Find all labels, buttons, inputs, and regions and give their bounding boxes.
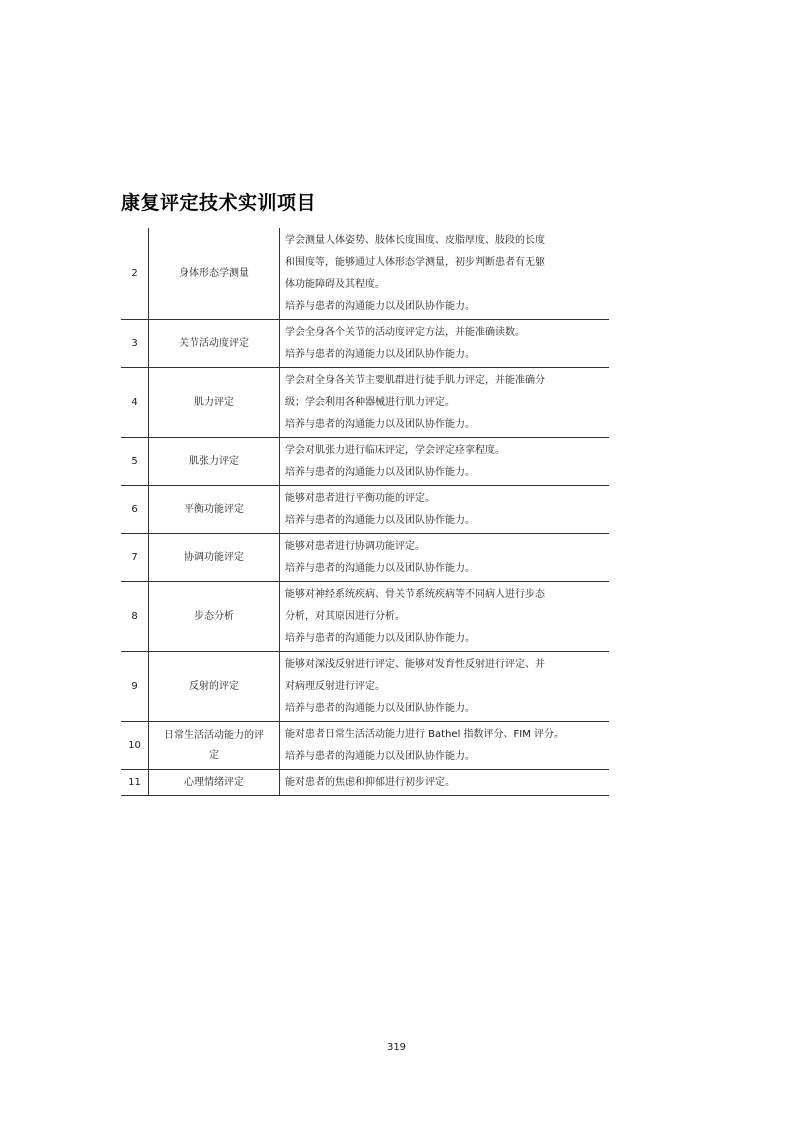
item-description (280, 652, 610, 722)
item-description (280, 770, 610, 796)
item-description (280, 582, 610, 652)
description-line: 培养与患者的沟通能力以及团队协作能力。 (285, 467, 475, 478)
table-row (121, 320, 609, 368)
description-line: 能对患者的焦虑和抑郁进行初步评定。 (285, 777, 455, 788)
table-row (121, 770, 609, 796)
description-line: 体功能障碍及其程度。 (285, 279, 385, 290)
item-description (280, 368, 610, 438)
description-line: 培养与患者的沟通能力以及团队协作能力。 (285, 515, 475, 526)
description-line: 能对患者日常生活活动能力进行 Bathel 指数评分、FIM 评分。 (285, 729, 565, 740)
description-line: 培养与患者的沟通能力以及团队协作能力。 (285, 633, 475, 644)
description-line: 能够对深浅反射进行评定、能够对发育性反射进行评定、并 (285, 659, 545, 670)
description-line: 能够对患者进行协调功能评定。 (285, 541, 425, 552)
table-row (121, 438, 609, 486)
table-row (121, 228, 609, 320)
table-row (121, 486, 609, 534)
description-line: 学会全身各个关节的活动度评定方法，并能准确读数。 (285, 327, 525, 338)
item-description (280, 534, 610, 582)
row-number: 6 (121, 486, 149, 534)
row-number: 10 (121, 722, 149, 770)
description-line: 学会对肌张力进行临床评定，学会评定痉挛程度。 (285, 445, 505, 456)
description-line: 学会测量人体姿势、肢体长度围度、皮脂厚度、肢段的长度 (285, 235, 545, 246)
item-description (280, 486, 610, 534)
description-line: 培养与患者的沟通能力以及团队协作能力。 (285, 563, 475, 574)
row-number: 2 (121, 228, 149, 320)
row-number: 8 (121, 582, 149, 652)
description-line: 对病理反射进行评定。 (285, 681, 385, 692)
table-row (121, 534, 609, 582)
item-name: 肌张力评定 (149, 438, 280, 486)
description-line: 能够对神经系统疾病、骨关节系统疾病等不同病人进行步态 (285, 589, 545, 600)
item-name: 身体形态学测量 (149, 228, 280, 320)
item-name: 平衡功能评定 (149, 486, 280, 534)
description-line: 能够对患者进行平衡功能的评定。 (285, 493, 435, 504)
description-line: 学会对全身各关节主要肌群进行徒手肌力评定，并能准确分 (285, 375, 545, 386)
item-description (280, 438, 610, 486)
item-name: 反射的评定 (149, 652, 280, 722)
item-description (280, 228, 610, 320)
description-line: 培养与患者的沟通能力以及团队协作能力。 (285, 419, 475, 430)
training-items-table (121, 228, 609, 796)
row-number: 3 (121, 320, 149, 368)
table-row (121, 722, 609, 770)
table-row (121, 582, 609, 652)
row-number: 7 (121, 534, 149, 582)
row-number: 4 (121, 368, 149, 438)
item-description (280, 722, 610, 770)
description-line: 培养与患者的沟通能力以及团队协作能力。 (285, 703, 475, 714)
row-number: 5 (121, 438, 149, 486)
page-number: 319 (386, 1042, 407, 1053)
description-line: 培养与患者的沟通能力以及团队协作能力。 (285, 349, 475, 360)
item-name: 步态分析 (149, 582, 280, 652)
description-line: 分析，对其原因进行分析。 (285, 611, 405, 622)
item-name: 心理情绪评定 (149, 770, 280, 796)
item-name: 协调功能评定 (149, 534, 280, 582)
table-row (121, 368, 609, 438)
row-number: 11 (121, 770, 149, 796)
item-name: 肌力评定 (149, 368, 280, 438)
item-name: 关节活动度评定 (149, 320, 280, 368)
table-row (121, 652, 609, 722)
description-line: 和围度等，能够通过人体形态学测量，初步判断患者有无躯 (285, 257, 545, 268)
item-description (280, 320, 610, 368)
description-line: 级；学会利用各种器械进行肌力评定。 (285, 397, 455, 408)
item-name: 日常生活活动能力的评定 (149, 722, 280, 770)
description-line: 培养与患者的沟通能力以及团队协作能力。 (285, 751, 475, 762)
page-title: 康复评定技术实训项目 (121, 192, 317, 214)
description-line: 培养与患者的沟通能力以及团队协作能力。 (285, 301, 475, 312)
row-number: 9 (121, 652, 149, 722)
